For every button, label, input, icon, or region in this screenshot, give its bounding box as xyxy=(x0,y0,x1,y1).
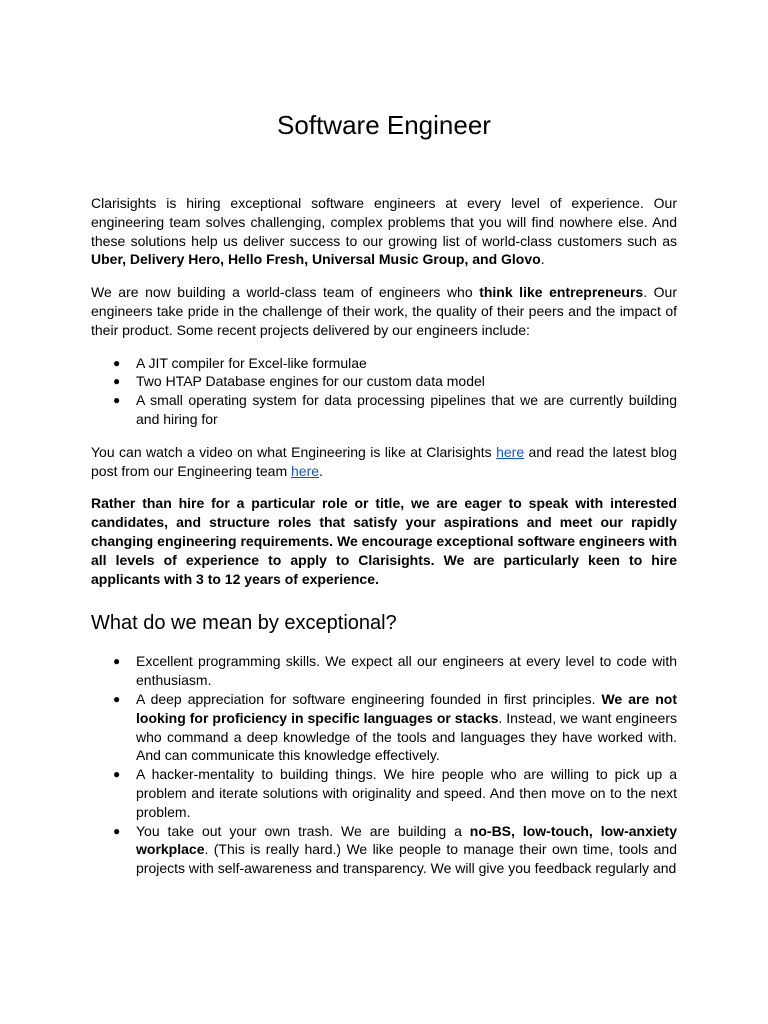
list-item: ● A small operating system for data processing pipelines that we are currently building and hiring for xyxy=(113,392,677,427)
blog-link[interactable]: here xyxy=(291,462,320,479)
list-item: ● Excellent programming skills. We expect all our engineers at every level to code with enthusiasm. xyxy=(113,653,677,689)
bullet-icon: ● xyxy=(113,691,121,706)
list-item: ● A JIT compiler for Excel-like formulae xyxy=(113,354,367,371)
intro-paragraph: Clarisights is hiring exceptional software engineers at every level of experience. Our engineering team solves challenging, complex problems that you will find nowhere else. And these solutions help us deliver success to our growing list of world-class customers such as Uber, Delivery Hero, Hello Fresh, Universal Music Group, and Glovo. xyxy=(91,195,677,268)
list-item: ● You take out your own trash. We are building a no-BS, low-touch, low-anxiety workplace. (This is really hard.) We like people to manage their own time, tools and projects with self-awareness and transparency. We will give you feedback regularly and xyxy=(113,822,677,877)
page-title: Software Engineer xyxy=(277,110,491,140)
video-link[interactable]: here xyxy=(496,443,525,460)
video-paragraph: You can watch a video on what Engineering is like at Clarisights here and read the latest blog post from our Engineering team here. xyxy=(91,443,677,479)
team-emphasis: think like entrepreneurs xyxy=(479,284,644,301)
bullet-icon: ● xyxy=(113,654,121,669)
projects-list xyxy=(91,354,677,429)
team-paragraph: We are now building a world-class team of engineers who think like entrepreneurs. Our engineers take pride in the challenge of their work, the quality of their peers and the impact of their product. Some recent projects delivered by our engineers include: xyxy=(91,284,678,338)
hiring-note: Rather than hire for a particular role or title, we are eager to speak with interested candidates, and structure roles that satisfy your aspirations and meet our rapidly changing engineering requirements. We encourage exceptional software engineers with all levels of experience to apply to Clarisights. We are particularly keen to hire applicants with 3 to 12 years of experience. xyxy=(91,495,677,587)
customer-list: Uber, Delivery Hero, Hello Fresh, Universal Music Group, and Glovo xyxy=(91,251,541,268)
document-body xyxy=(91,194,677,892)
list-item: ● A deep appreciation for software engineering founded in first principles. We are not looking for proficiency in specific languages or stacks. Instead, we want engineers who command a deep knowledge of the tools and languages they have worked with. And can communicate this knowledge effectively. xyxy=(113,690,677,764)
list-item: ● Two HTAP Database engines for our custom data model xyxy=(113,373,485,390)
bullet-icon: ● xyxy=(113,823,121,838)
list-item: ● A hacker-mentality to building things. We hire people who are willing to pick up a problem and iterate solutions with originality and speed. And then move on to the next problem. xyxy=(113,766,677,820)
section-heading: What do we mean by exceptional? xyxy=(91,612,397,635)
bullet-icon: ● xyxy=(113,374,121,389)
bullet-icon: ● xyxy=(113,393,121,408)
exceptional-list xyxy=(91,652,677,878)
bullet-icon: ● xyxy=(113,355,121,370)
bullet-icon: ● xyxy=(113,767,121,782)
